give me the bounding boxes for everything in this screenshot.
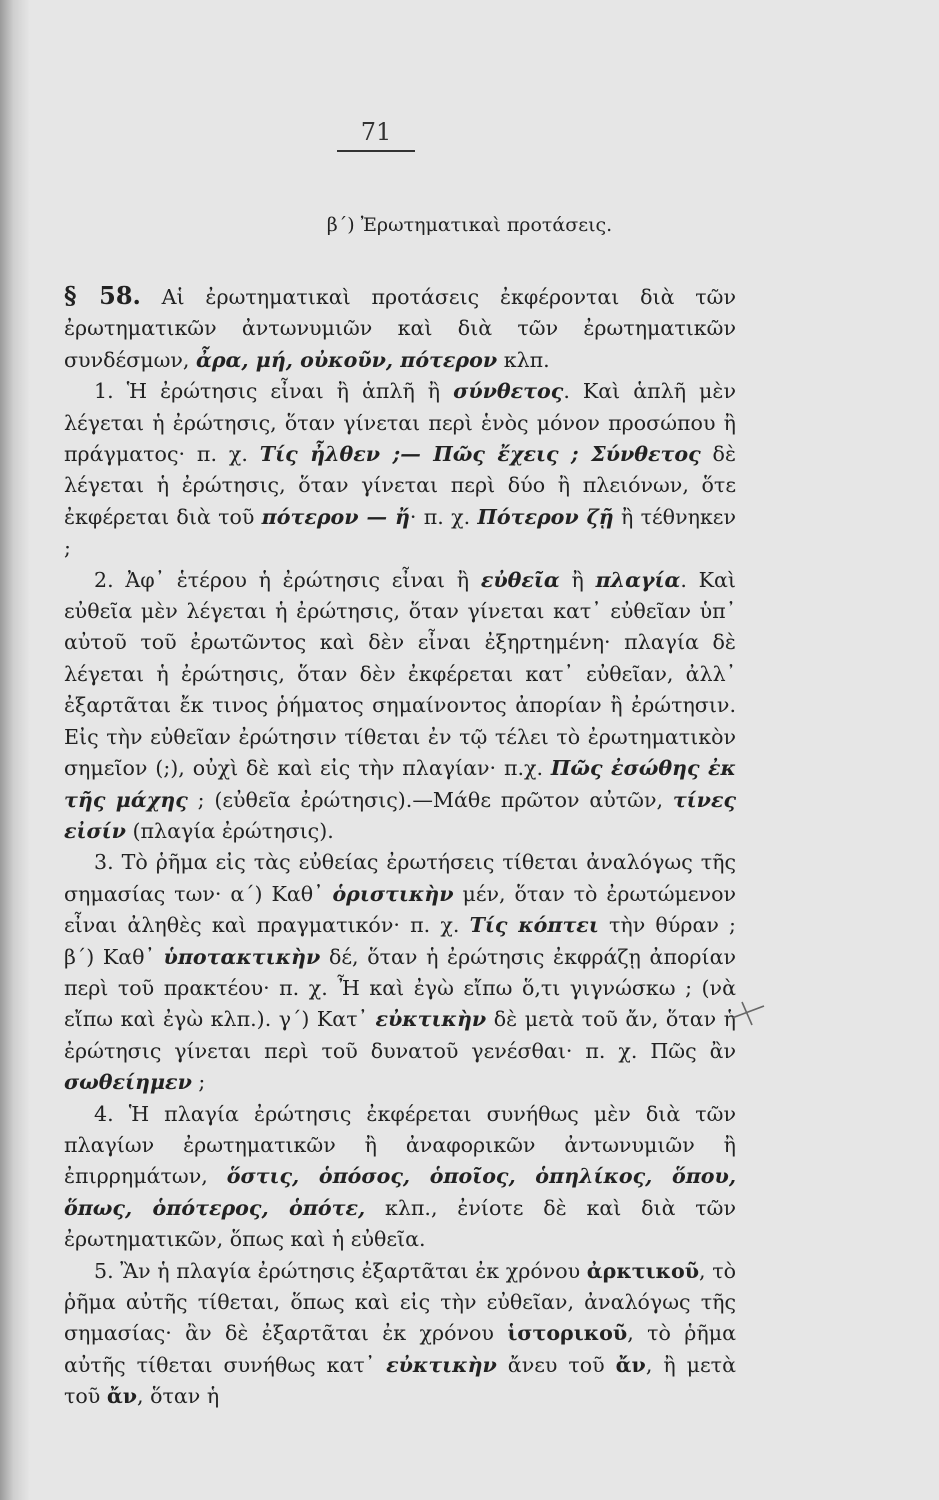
italic-run: εὐκτικὴν xyxy=(386,1352,497,1377)
paragraph-2 xyxy=(64,565,736,848)
italic-run: Πότερον ζῇ xyxy=(477,504,614,529)
text-run: 1. Ἡ ἐρώτησις εἶναι ἢ ἁπλῆ ἢ xyxy=(94,379,454,404)
italic-run: ὅστις, ὁπόσος, ὁποῖος, ὁπηλίκος, ὅπου, ὅπως, ὁπότερος, ὁπότε, xyxy=(64,1164,736,1220)
text-run: Αἱ ἐρωτηματικαὶ προτάσεις ἐκφέρονται διὰ τῶν ἐρωτηματικῶν ἀντωνυμιῶν καὶ διὰ τῶν ἐρωτηματικῶν συνδέσμων, xyxy=(64,285,736,372)
text-run: μέν, ὅταν τὸ ἐρωτώμενον εἶναι ἀληθὲς καὶ πραγματικόν· π. χ. xyxy=(64,881,736,938)
text-run: 3. Τὸ ῥῆμα εἰς τὰς εὐθείας ἐρωτήσεις τίθεται ἀναλόγως τῆς σημασίας των· α΄) Καθ᾽ xyxy=(64,850,736,906)
text-run: , ὅταν ἡ xyxy=(137,1384,220,1409)
section-number: § 58. xyxy=(64,281,141,310)
bold-run: ἄν xyxy=(615,1352,646,1377)
text-run: κλπ. xyxy=(497,347,550,372)
paragraph-5 xyxy=(64,1256,736,1413)
italic-run: τίνες εἰσίν xyxy=(64,787,736,843)
italic-run: πλαγία xyxy=(595,567,681,592)
pencil-cross-mark-icon xyxy=(728,998,768,1028)
paragraph-1 xyxy=(64,376,736,564)
italic-run: πότερον — ἤ xyxy=(261,504,410,529)
page-number: 71 xyxy=(360,118,392,146)
text-run: . Καὶ εὐθεῖα μὲν λέγεται ἡ ἐρώτησις, ὅταν γίνεται κατ᾽ εὐθεῖαν ὑπ᾽ αὐτοῦ τοῦ ἐρωτῶντος καὶ δὲν εἶναι ἐξηρτημένη· πλαγία δὲ λέγεται ἡ ἐρώτησις, ὅταν δὲν ἐκφέρεται κατ᾽ εὐθεῖαν, ἀλλ᾽ ἐξαρτᾶται ἔκ τινος ῥήματος σημαίνοντος ἀπορίαν ἢ ἐρώτησιν. Εἰς τὴν εὐθεῖαν ἐρώτησιν τίθεται ἐν τῷ τέλει τὸ ἐρωτηματικὸν σημεῖον (;), οὐχὶ δὲ καὶ εἰς τὴν πλαγίαν· π.χ. xyxy=(64,567,736,781)
paragraph-3 xyxy=(64,847,736,1098)
italic-run: σύνθετος xyxy=(453,379,564,404)
text-run: , τὸ ῥῆμα αὐτῆς τίθεται συνήθως κατ᾽ xyxy=(64,1321,736,1377)
italic-run: Πῶς ἐσώθης ἐκ τῆς μάχης xyxy=(64,756,736,812)
bold-run: ἄν xyxy=(106,1384,137,1409)
italic-run: ὁριστικὴν xyxy=(332,881,454,906)
italic-run: Τίς κόπτει xyxy=(469,913,599,938)
text-run: , ἢ μετὰ τοῦ xyxy=(64,1352,736,1409)
text-run: ἢ xyxy=(559,567,596,592)
text-run: ἄνευ τοῦ xyxy=(496,1352,616,1377)
italic-run: σωθείημεν xyxy=(64,1070,192,1095)
section-subheading: β΄) Ἐρωτηματικαὶ προτάσεις. xyxy=(326,214,613,236)
italic-run: ὑποτακτικὴν xyxy=(163,944,321,969)
italic-run: Τίς ἦλθεν ;— Πῶς ἔχεις ; Σύνθετος xyxy=(259,442,701,467)
text-run: . Καὶ ἁπλῆ μὲν λέγεται ἡ ἐρώτησις, ὅταν γίνεται περὶ ἑνὸς μόνον προσώπου ἢ πράγματος· π. χ. xyxy=(64,379,736,467)
text-run: δὲ μετὰ τοῦ ἄν, ὅταν ἡ ἐρώτησις γίνεται περὶ τοῦ δυνατοῦ γενέσθαι· π. χ. Πῶς ἂν xyxy=(64,1007,736,1063)
text-run: 2. Ἀφ᾽ ἑτέρου ἡ ἐρώτησις εἶναι ἢ xyxy=(94,567,481,592)
italic-run: εὐθεῖα xyxy=(480,567,560,592)
text-run: · π. χ. xyxy=(409,504,478,529)
text-run: 5. Ἂν ἡ πλαγία ἐρώτησις ἐξαρτᾶται ἐκ χρόνου xyxy=(94,1258,587,1283)
text-run: δέ, ὅταν ἡ ἐρώτησις ἐκφράζῃ ἀπορίαν περὶ τοῦ πρακτέου· π. χ. Ἦ καὶ ἐγὼ εἴπω ὅ,τι γιγνώσκω ; (νὰ εἴπω καὶ ἐγὼ κλπ.). γ΄) Κατ᾽ xyxy=(64,944,736,1032)
text-run: δὲ λέγεται ἡ ἐρώτησις, ὅταν γίνεται περὶ δύο ἢ πλειόνων, ὅτε ἐκφέρεται διὰ τοῦ xyxy=(64,442,737,529)
body-text xyxy=(64,280,736,1413)
bold-run: ἱστορικοῦ xyxy=(507,1321,628,1346)
text-run: ἢ τέθνηκεν ; xyxy=(64,504,737,561)
text-run: (πλαγία ἐρώτησις). xyxy=(125,818,334,843)
bold-run: ἀρκτικοῦ xyxy=(586,1258,700,1283)
text-run: ; (εὐθεῖα ἐρώτησις).—Μάθε πρῶτον αὐτῶν, xyxy=(187,787,673,812)
italic-run: εὐκτικὴν xyxy=(375,1007,487,1032)
text-run: ; xyxy=(191,1070,206,1095)
paragraph-4 xyxy=(64,1099,736,1256)
text-run: τὴν θύραν ; β΄) Καθ᾽ xyxy=(64,913,736,969)
page-number-rule xyxy=(337,150,415,152)
italic-run: ἆρα, μή, οὐκοῦν, πότερον xyxy=(196,347,498,372)
paragraph-58 xyxy=(64,280,736,376)
text-run: 4. Ἡ πλαγία ἐρώτησις ἐκφέρεται συνήθως μὲν διὰ τῶν πλαγίων ἐρωτηματικῶν ἢ ἀναφορικῶν ἀντωνυμιῶν ἢ ἐπιρρημάτων, xyxy=(64,1101,736,1189)
text-run: κλπ., ἐνίοτε δὲ καὶ διὰ τῶν ἐρωτηματικῶν, ὅπως καὶ ἡ εὐθεῖα. xyxy=(64,1195,736,1252)
text-run: , τὸ ῥῆμα αὐτῆς τίθεται, ὅπως καὶ εἰς τὴν εὐθεῖαν, ἀναλόγως τῆς σημασίας· ἂν δὲ ἐξαρτᾶται ἐκ χρόνου xyxy=(64,1258,736,1346)
